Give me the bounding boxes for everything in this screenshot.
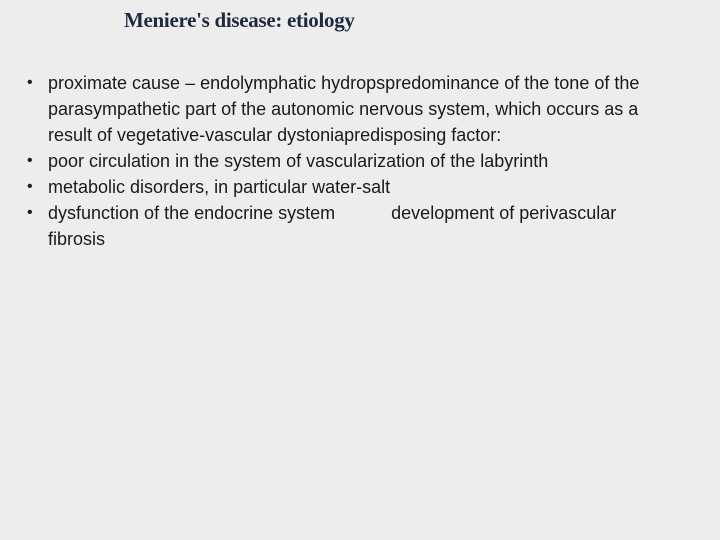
- bullet-marker-icon: •: [27, 178, 33, 195]
- bullet-text-part-2: development of perivascular fibrosis: [48, 203, 617, 249]
- bullet-marker-icon: •: [27, 152, 33, 169]
- bullet-item: [0, 174, 640, 200]
- bullet-marker-icon: •: [27, 204, 33, 221]
- bullet-list: [0, 70, 640, 252]
- bullet-text-part-1: dysfunction of the endocrine system: [48, 203, 336, 223]
- bullet-item: [0, 200, 640, 252]
- bullet-text: metabolic disorders, in particular water-salt: [48, 177, 391, 197]
- bullet-item: [0, 148, 640, 174]
- slide-title: Meniere's disease: etiology: [124, 8, 355, 32]
- bullet-text: poor circulation in the system of vascularization of the labyrinth: [48, 151, 549, 171]
- bullet-marker-icon: •: [27, 74, 33, 91]
- bullet-item: [0, 70, 640, 148]
- bullet-text: proximate cause – endolymphatic hydropspredominance of the tone of the parasympathetic part of the autonomic nervous system, which occurs as a result of vegetative-vascular dystoniapredisposing factor:: [48, 73, 640, 145]
